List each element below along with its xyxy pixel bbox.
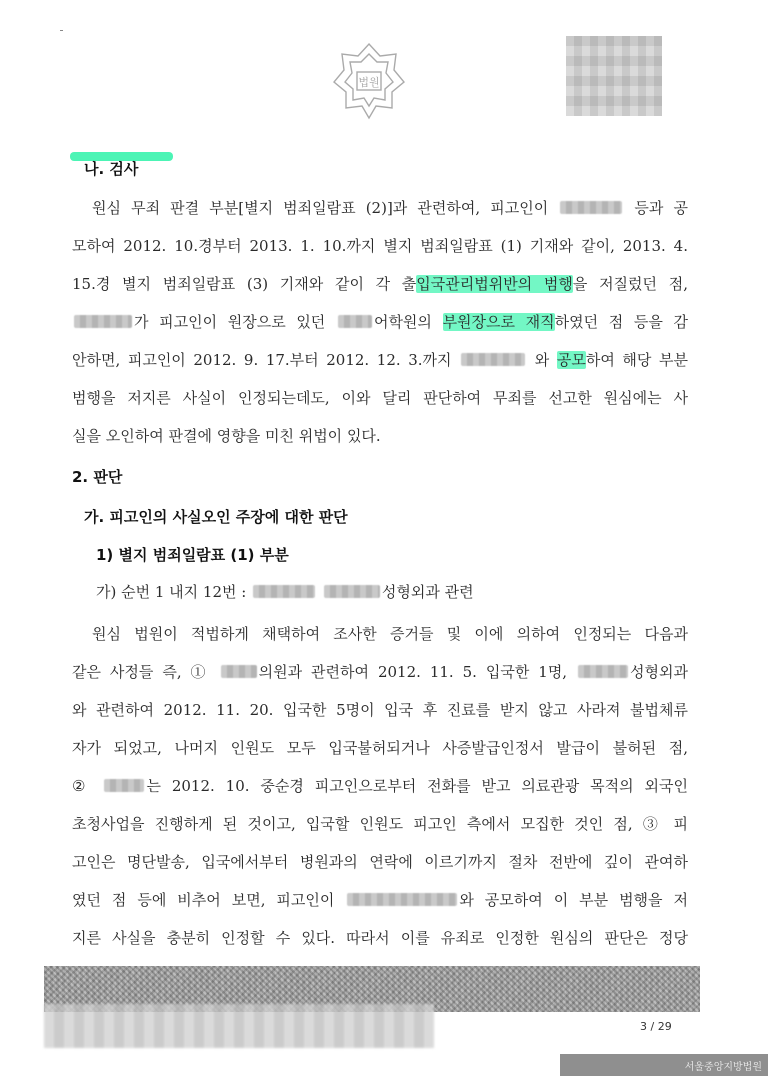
para1-line7: 실을 오인하여 판결에 영향을 미친 위법이 있다. <box>72 427 381 445</box>
para1-line5: 안하면, 피고인이 2012. 9. 17.부터 2012. 12. 3.까지 와 공모하여 해당 부분 <box>72 351 688 369</box>
section-heading-table1: 1) 별지 범죄일람표 (1) 부분 <box>96 546 289 564</box>
redacted-name <box>104 779 144 792</box>
court-name: 서울중앙지방법원 <box>684 1062 762 1073</box>
para2-line9: 지른 사실을 충분히 인정할 수 있다. 따라서 이를 유죄로 인정한 원심의 판단은 정당 <box>72 929 688 947</box>
court-seal <box>330 40 408 120</box>
redacted-name <box>347 893 457 906</box>
redacted-corner <box>566 36 662 116</box>
redacted-name <box>560 201 622 214</box>
section-heading-prosecutor: 나. 검사 <box>84 160 139 178</box>
svg-text:법원: 법원 <box>358 76 380 89</box>
court-footer-bar <box>560 1054 768 1076</box>
redacted-name <box>74 315 132 328</box>
scan-mark <box>60 30 63 31</box>
para2-line5: ② 는 2012. 10. 중순경 피고인으로부터 전화를 받고 의료관광 목적의 외국인 <box>72 777 688 795</box>
page-number: 3 / 29 <box>640 1020 672 1033</box>
section-heading-defendant-claim: 가. 피고인의 사실오인 주장에 대한 판단 <box>84 508 348 526</box>
redacted-name <box>461 353 525 366</box>
court-seal-icon <box>330 40 408 120</box>
redacted-name <box>253 585 315 598</box>
section-heading-judgment: 2. 판단 <box>72 468 123 486</box>
redacted-footer <box>44 1004 434 1048</box>
para1-line4: 가 피고인이 원장으로 있던 어학원의 부원장으로 재직하였던 점 등을 감 <box>72 312 688 332</box>
para1-line3: 15.경 별지 범죄일람표 (3) 기재와 같이 각 출입국관리법위반의 범행을 저질렀던 점, <box>72 275 688 293</box>
para2-line8: 였던 점 등에 비추어 보면, 피고인이 와 공모하여 이 부분 범행을 저 <box>72 891 688 909</box>
para1-line2: 모하여 2012. 10.경부터 2013. 1. 10.까지 별지 범죄일람표 (1) 기재와 같이, 2013. 4. <box>72 237 688 255</box>
redacted-name <box>221 665 257 678</box>
subsection-line: 가) 순번 1 내지 12번 : 성형외과 관련 <box>96 583 474 601</box>
para1-line6: 범행을 저지른 사실이 인정되는데도, 이와 달리 판단하여 무죄를 선고한 원심에는 사 <box>72 389 688 407</box>
para2-line1: 원심 법원이 적법하게 채택하여 조사한 증거들 및 이에 의하여 인정되는 다음과 <box>92 625 688 643</box>
redacted-name <box>324 585 380 598</box>
para2-line2: 같은 사정들 즉, ① 의원과 관련하여 2012. 11. 5. 입국한 1명, 성형외과 <box>72 663 688 681</box>
redacted-name <box>338 315 372 328</box>
redacted-name <box>578 665 628 678</box>
para2-line4: 자가 되었고, 나머지 인원도 모두 입국불허되거나 사증발급인정서 발급이 불허된 점, <box>72 739 688 757</box>
para2-line7: 고인은 명단발송, 입국에서부터 병원과의 연락에 이르기까지 절차 전반에 깊이 관여하 <box>72 853 688 871</box>
para2-line6: 초청사업을 진행하게 된 것이고, 입국할 인원도 피고인 측에서 모집한 것인 점, ③ 피 <box>72 815 688 833</box>
para1-line1: 원심 무죄 판결 부분[별지 범죄일람표 (2)]과 관련하여, 피고인이 등과 공 <box>92 199 688 217</box>
para2-line3: 와 관련하여 2012. 11. 20. 입국한 5명이 입국 후 진료를 받지 않고 사라져 불법체류 <box>72 701 688 719</box>
